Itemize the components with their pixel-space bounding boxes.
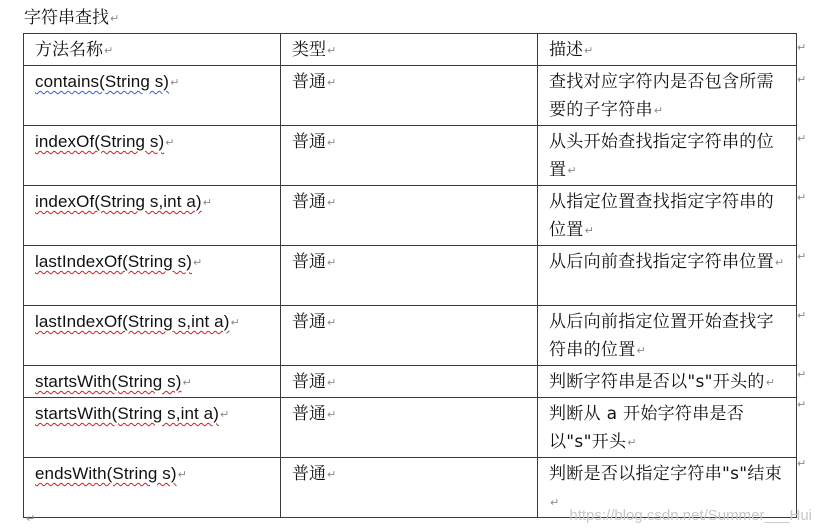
description-value: 从后向前查找指定字符串位置: [549, 252, 774, 272]
paragraph-mark-icon: ↵: [193, 256, 203, 269]
watermark-text: https://blog.csdn.net/Summer___Hui: [569, 507, 812, 524]
paragraph-mark-icon: ↵: [202, 196, 212, 209]
method-cell: [24, 366, 281, 398]
paragraph-mark-icon: ↵: [636, 344, 646, 357]
method-cell: [24, 246, 281, 306]
paragraph-mark-icon: ↵: [327, 468, 337, 481]
row-end-mark-icon: ↵: [797, 368, 807, 381]
paragraph-mark-icon: ↵: [165, 136, 175, 149]
table-row: [24, 398, 797, 458]
header-cell-type: [281, 34, 538, 66]
type-cell: [281, 398, 538, 458]
method-name: contains(String s): [35, 72, 170, 91]
paragraph-mark-icon: ↵: [327, 44, 337, 57]
paragraph-mark-icon: ↵: [567, 164, 577, 177]
description-cell: [538, 186, 797, 246]
paragraph-mark-icon: ↵: [327, 136, 337, 149]
type-cell: [281, 246, 538, 306]
method-cell: [24, 306, 281, 366]
type-value: 普通: [292, 252, 326, 272]
description-cell: [538, 306, 797, 366]
paragraph-mark-icon: ↵: [627, 436, 637, 449]
paragraph-mark-icon: ↵: [104, 44, 114, 57]
header-name-label: 方法名称: [35, 40, 103, 60]
type-cell: [281, 306, 538, 366]
paragraph-mark-icon: ↵: [327, 316, 337, 329]
paragraph-mark-icon: ↵: [230, 316, 240, 329]
method-name: startsWith(String s): [35, 372, 182, 391]
row-end-mark-icon: ↵: [797, 457, 807, 470]
description-value: 从后向前指定位置开始查找字符串的位置: [549, 312, 774, 360]
description-value: 从指定位置查找指定字符串的位置: [549, 192, 774, 240]
description-cell: [538, 398, 797, 458]
header-cell-name: [24, 34, 281, 66]
description-cell: [538, 366, 797, 398]
description-cell: [538, 66, 797, 126]
row-end-mark-icon: ↵: [797, 191, 807, 204]
table-row: [24, 246, 797, 306]
paragraph-mark-icon: ↵: [327, 196, 337, 209]
header-type-label: 类型: [292, 40, 326, 60]
row-end-mark-icon: ↵: [797, 41, 807, 54]
type-value: 普通: [292, 404, 326, 424]
method-cell: [24, 66, 281, 126]
method-cell: [24, 186, 281, 246]
type-cell: [281, 126, 538, 186]
description-cell: [538, 126, 797, 186]
paragraph-mark-icon: ↵: [327, 408, 337, 421]
row-end-mark-icon: ↵: [797, 132, 807, 145]
table-row: [24, 366, 797, 398]
method-cell: [24, 126, 281, 186]
type-cell: [281, 186, 538, 246]
method-table: [23, 33, 797, 518]
paragraph-mark-icon: ↵: [765, 376, 775, 389]
description-cell: [538, 246, 797, 306]
type-value: 普通: [292, 192, 326, 212]
description-value: 判断从 a 开始字符串是否以"s"开头: [549, 404, 745, 452]
document-end-mark-icon: ↵: [26, 512, 36, 525]
paragraph-mark-icon: ↵: [327, 256, 337, 269]
row-end-mark-icon: ↵: [797, 250, 807, 263]
paragraph-mark-icon: ↵: [182, 376, 192, 389]
header-cell-description: [538, 34, 797, 66]
table-row: [24, 66, 797, 126]
type-value: 普通: [292, 132, 326, 152]
description-value: 从头开始查找指定字符串的位置: [549, 132, 774, 180]
type-cell: [281, 458, 538, 518]
description-value: 判断字符串是否以"s"开头的: [549, 372, 765, 392]
table-row: [24, 126, 797, 186]
table-row: [24, 306, 797, 366]
type-value: 普通: [292, 464, 326, 484]
paragraph-mark-icon: ↵: [327, 76, 337, 89]
row-end-mark-icon: ↵: [797, 398, 807, 411]
paragraph-mark-icon: ↵: [653, 104, 664, 117]
type-value: 普通: [292, 72, 326, 92]
method-name: indexOf(String s): [35, 132, 165, 151]
document-title: [24, 6, 119, 31]
description-value: 查找对应字符内是否包含所需要的子字符串: [549, 72, 774, 120]
method-cell: [24, 458, 281, 518]
type-cell: [281, 366, 538, 398]
method-name: lastIndexOf(String s,int a): [35, 312, 230, 331]
paragraph-mark-icon: ↵: [170, 76, 180, 89]
paragraph-mark-icon: ↵: [584, 44, 594, 57]
type-cell: [281, 66, 538, 126]
table-row: [24, 186, 797, 246]
method-name: lastIndexOf(String s): [35, 252, 193, 271]
paragraph-mark-icon: ↵: [550, 496, 560, 509]
header-description-label: 描述: [549, 40, 583, 60]
row-end-mark-icon: ↵: [797, 73, 807, 86]
paragraph-mark-icon: ↵: [584, 224, 594, 237]
paragraph-mark-icon: ↵: [177, 468, 187, 481]
description-value: 判断是否以指定字符串"s"结束: [549, 464, 782, 484]
row-end-mark-icon: ↵: [797, 309, 807, 322]
type-value: 普通: [292, 312, 326, 332]
paragraph-mark-icon: ↵: [327, 376, 337, 389]
table-header-row: [24, 34, 797, 66]
type-value: 普通: [292, 372, 326, 392]
method-cell: [24, 398, 281, 458]
paragraph-mark-icon: ↵: [110, 12, 120, 25]
paragraph-mark-icon: ↵: [774, 256, 785, 269]
method-name: startsWith(String s,int a): [35, 404, 219, 423]
paragraph-mark-icon: ↵: [219, 408, 230, 421]
method-name: endsWith(String s): [35, 464, 177, 483]
method-name: indexOf(String s,int a): [35, 192, 202, 211]
title-text: 字符串查找: [24, 8, 109, 28]
